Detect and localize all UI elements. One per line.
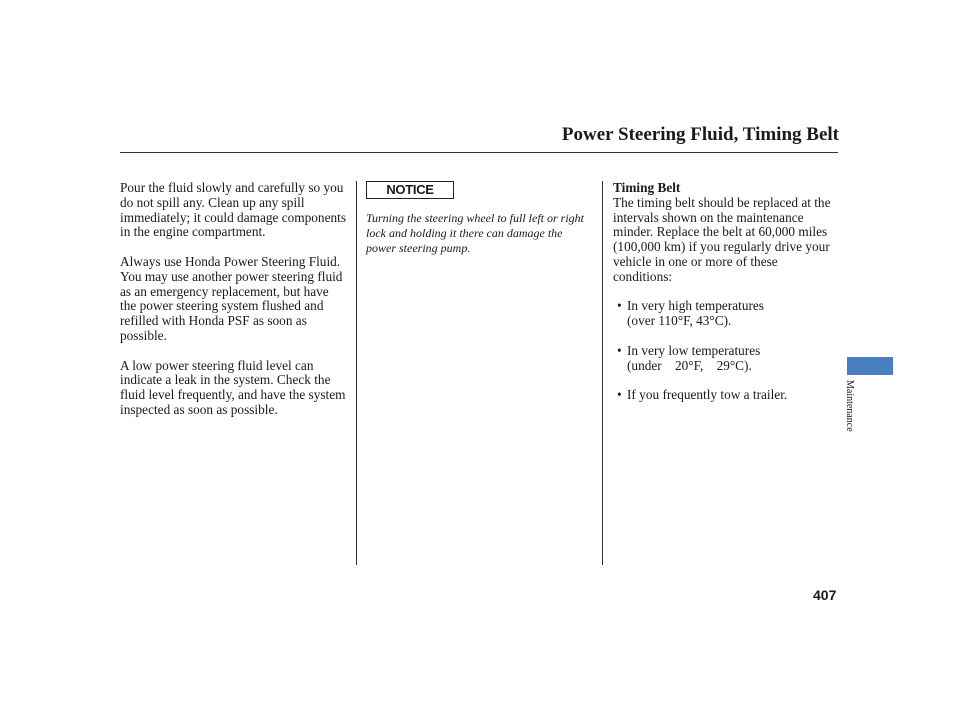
- condition-line: If you frequently tow a trailer.: [627, 387, 788, 403]
- section-tab: [847, 357, 893, 375]
- column-divider-left: [356, 181, 357, 565]
- column-divider-right: [602, 181, 603, 565]
- notice-text: Turning the steering wheel to full left or right lock and holding it there can damage the power steering pump.: [366, 211, 584, 255]
- paragraph-fluid-pouring: Pour the fluid slowly and carefully so you do not spill any. Clean up any spill immediately; it could damage components in the engine compartment.: [120, 180, 346, 240]
- condition-detail: (over 110°F, 43°C).: [627, 313, 732, 329]
- timing-belt-intro: The timing belt should be replaced at the intervals shown on the maintenance minder. Replace the belt at 60,000 miles (100,000 km) if you regularly drive your vehicle in one or more of these conditions:: [613, 194, 831, 284]
- bullet: •: [617, 298, 622, 314]
- condition-line: In very high temperatures: [627, 298, 764, 314]
- bullet: •: [617, 387, 622, 403]
- header-rule: [120, 152, 838, 153]
- timing-belt-heading: Timing Belt: [613, 180, 681, 195]
- paragraph-low-level: A low power steering fluid level can indicate a leak in the system. Check the fluid level frequently, and have the system inspected as soon as possible.: [120, 357, 346, 417]
- condition-detail: (under 20°F, 29°C).: [627, 357, 752, 373]
- paragraph-honda-psf: Always use Honda Power Steering Fluid. You may use another power steering fluid as an emergency replacement, but have the power steering system flushed and refilled with Honda PSF as soon as possible.: [120, 253, 343, 343]
- notice-label: NOTICE: [366, 181, 454, 199]
- bullet: •: [617, 342, 622, 358]
- conditions-list: [613, 299, 831, 403]
- list-item: [613, 344, 831, 374]
- page-number: 407: [813, 587, 837, 603]
- page-title: Power Steering Fluid, Timing Belt: [561, 124, 839, 145]
- list-item: [613, 299, 831, 329]
- right-column: [613, 181, 831, 418]
- condition-line: In very low temperatures: [627, 342, 761, 358]
- left-column: [120, 181, 348, 433]
- list-item: [613, 388, 831, 403]
- section-label: Maintenance: [844, 380, 855, 432]
